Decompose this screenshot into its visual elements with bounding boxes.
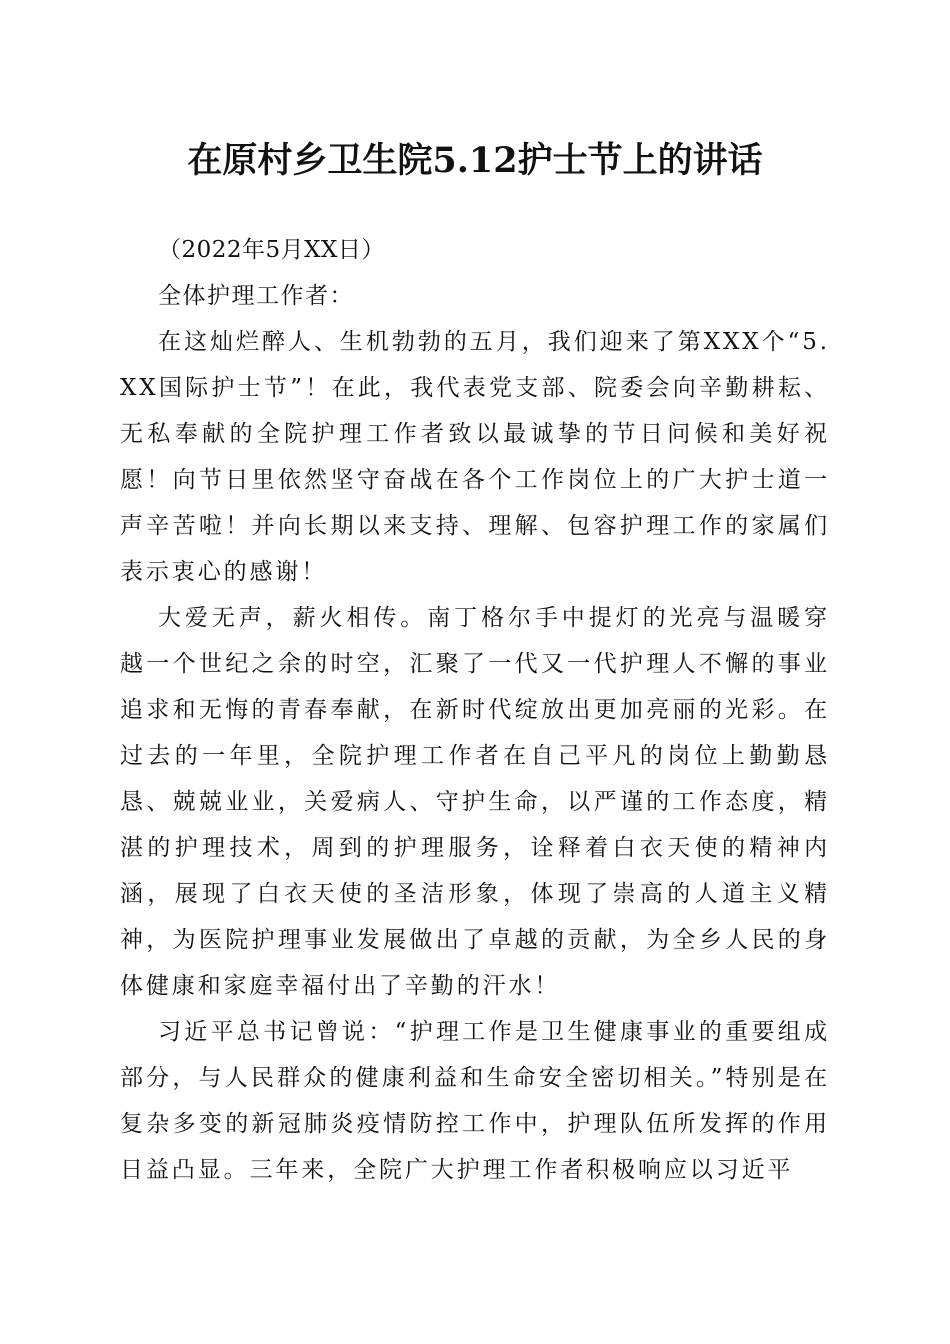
paragraph-1: 在这灿烂醉人、生机勃勃的五月，我们迎来了第XXX个“5.XX国际护士节”！在此，我代表党支部、院委会向辛勤耕耘、无私奉献的全院护理工作者致以最诚挚的节日问候和美好祝愿！向节日里依然坚守奋战在各个工作岗位上的广大护士道一声辛苦啦！并向长期以来支持、理解、包容护理工作的家属们表示衷心的感谢！ [120, 329, 830, 585]
document-body [120, 227, 830, 1193]
salutation: 全体护理工作者： [158, 283, 354, 309]
paragraph-3: 习近平总书记曾说：“护理工作是卫生健康事业的重要组成部分，与人民群众的健康利益和生命安全密切相关。”特别是在复杂多变的新冠肺炎疫情防控工作中，护理队伍所发挥的作用日益凸显。三年来，全院广大护理工作者积极响应以习近平 [120, 1019, 830, 1183]
paragraph-2: 大爱无声，薪火相传。南丁格尔手中提灯的光亮与温暖穿越一个世纪之余的时空，汇聚了一代又一代护理人不懈的事业追求和无悔的青春奉献，在新时代绽放出更加亮丽的光彩。在过去的一年里，全院护理工作者在自己平凡的岗位上勤勤恳恳、兢兢业业，关爱病人、守护生命，以严谨的工作态度，精湛的护理技术，周到的护理服务，诠释着白衣天使的精神内涵，展现了白衣天使的圣洁形象，体现了崇高的人道主义精神，为医院护理事业发展做出了卓越的贡献，为全乡人民的身体健康和家庭幸福付出了辛勤的汗水！ [120, 605, 830, 999]
document-title: 在原村乡卫生院5.12护士节上的讲话 [187, 140, 763, 181]
date-line: （2022年5月XX日） [158, 237, 385, 263]
